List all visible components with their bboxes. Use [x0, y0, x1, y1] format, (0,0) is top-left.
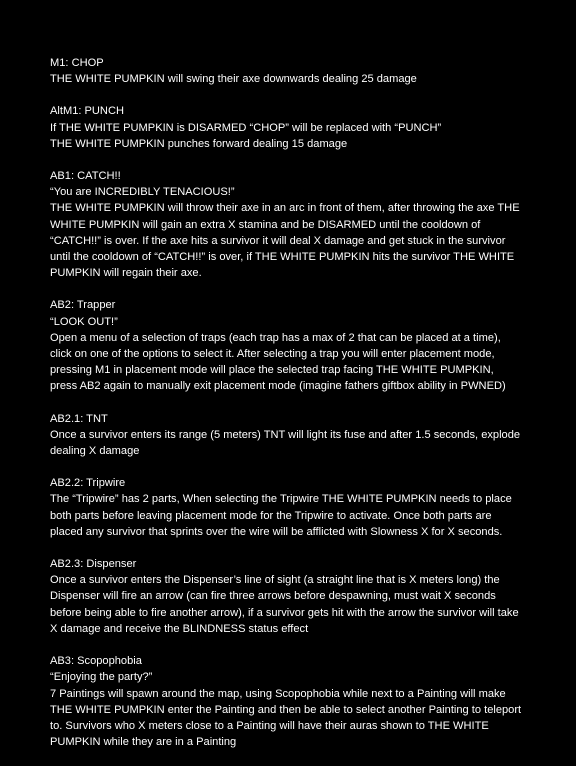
ability-heading: AB2.1: TNT	[50, 412, 108, 425]
ability-section-ab2	[50, 297, 550, 394]
ability-description: Once a survivor enters the Dispenser’s line of sight (a straight line that is X meters long) the Dispenser will fire an arrow (can fire three arrows before despawning, must wait X seconds before being able to fire another arrow), if a survivor gets hit with the arrow the survivor will take X damage and receive the BLINDNESS status effect	[50, 574, 519, 635]
ability-description: THE WHITE PUMPKIN will swing their axe downwards dealing 25 damage	[50, 73, 417, 86]
ability-section-ab3	[50, 653, 550, 750]
ability-section-ab2-3	[50, 556, 550, 637]
ability-section-m1	[50, 55, 550, 87]
ability-description: “Enjoying the party?” 7 Paintings will spawn around the map, using Scopophobia while next to a Painting will make THE WHITE PUMPKIN enter the Painting and then be able to select another Painting to teleport to. Survivors who X meters close to a Painting will have their auras shown to THE WHITE PUMPKIN while they are in a Painting	[50, 671, 522, 749]
ability-heading: AB3: Scopophobia	[50, 655, 142, 668]
ability-section-ab1	[50, 168, 550, 281]
ability-description: Once a survivor enters its range (5 meters) TNT will light its fuse and after 1.5 seconds, explode dealing X damage	[50, 428, 521, 458]
ability-heading: AB1: CATCH!!	[50, 170, 121, 183]
ability-section-ab2-2	[50, 475, 550, 540]
ability-heading: AB2: Trapper	[50, 299, 116, 312]
ability-heading: AltM1: PUNCH	[50, 105, 124, 118]
ability-heading: AB2.3: Dispenser	[50, 558, 137, 571]
ability-description: “You are INCREDIBLY TENACIOUS!” THE WHITE PUMPKIN will throw their axe in an arc in front of them, after throwing the axe THE WHITE PUMPKIN will gain an extra X stamina and be DISARMED until the cooldown of “CATCH!!” is over. If the axe hits a survivor it will deal X damage and get stuck in the survivor until the cooldown of “CATCH!!” is over, if THE WHITE PUMPKIN hits the survivor THE WHITE PUMPKIN will regain their axe.	[50, 186, 520, 280]
ability-heading: AB2.2: Tripwire	[50, 477, 126, 490]
ability-section-ab2-1	[50, 411, 550, 460]
ability-document	[50, 55, 550, 766]
ability-section-altm1	[50, 103, 550, 152]
ability-description: “LOOK OUT!” Open a menu of a selection of traps (each trap has a max of 2 that can be placed at a time), click on one of the options to select it. After selecting a trap you will enter placement mode, pressing M1 in placement mode will place the selected trap facing THE WHITE PUMPKIN, press AB2 again to manually exit placement mode (imagine fathers giftbox ability in PWNED)	[50, 315, 506, 393]
ability-description: If THE WHITE PUMPKIN is DISARMED “CHOP” will be replaced with “PUNCH” THE WHITE PUMPKIN punches forward dealing 15 damage	[50, 121, 442, 150]
ability-heading: M1: CHOP	[50, 57, 104, 69]
ability-description: The “Tripwire” has 2 parts, When selecting the Tripwire THE WHITE PUMPKIN needs to place both parts before leaving placement mode for the Tripwire to activate. Once both parts are placed any survivor that sprints over the wire will be afflicted with Slowness X for X seconds.	[50, 493, 512, 538]
